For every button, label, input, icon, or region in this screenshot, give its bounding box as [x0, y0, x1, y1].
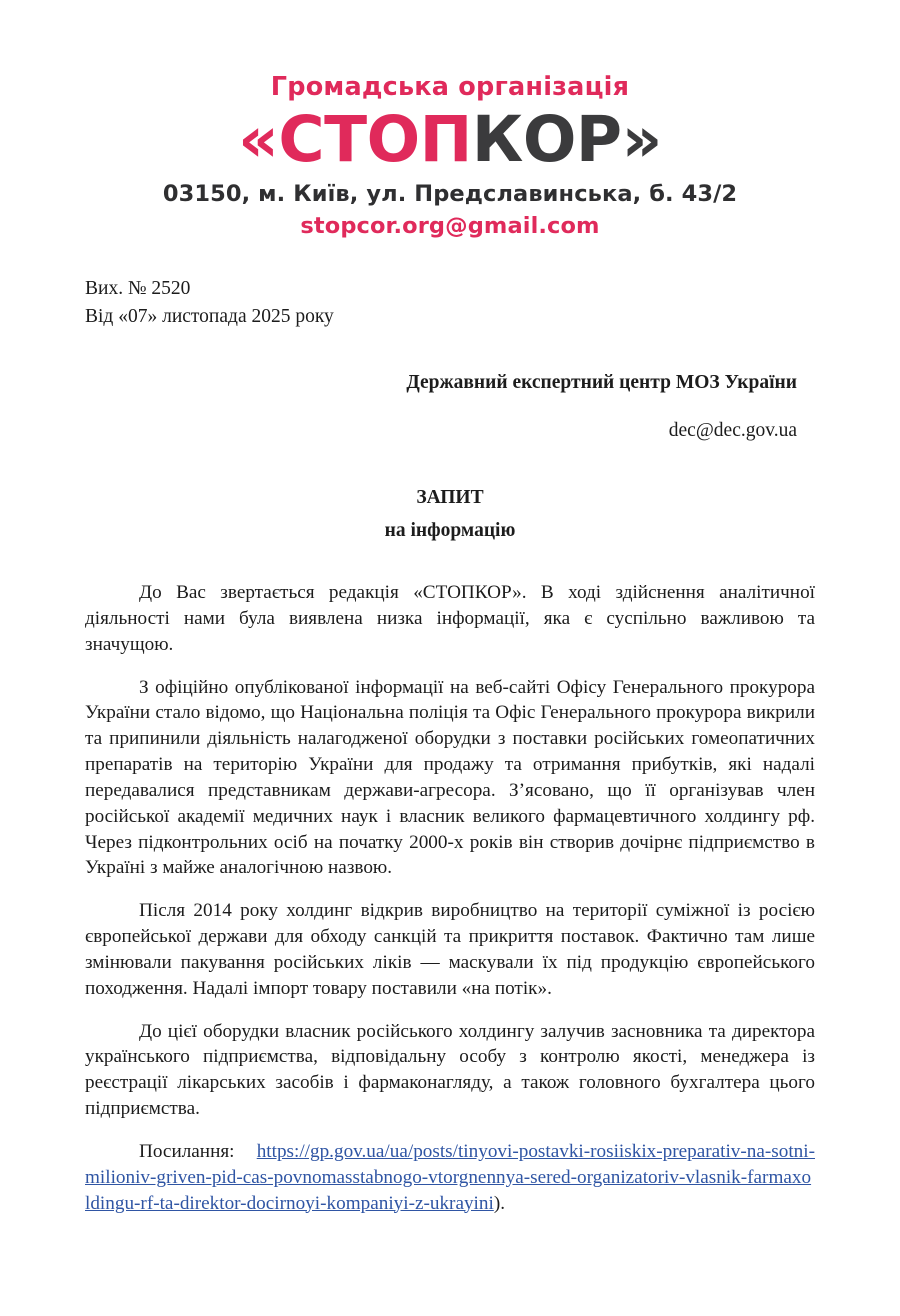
logo-text-kor: КОР: [471, 102, 622, 176]
body-paragraph-2: З офіційно опублікованої інформації на веб-сайті Офісу Генерального прокурора України стало відомо, що Національна поліція та Офіс Генерального прокурора викрили та припинили діяльність налагодженої оборудки з поставки російських гомеопатичних препаратів на територію України для продажу та отримання прибутків, які надалі передавалися представникам держави-агресора. З’ясовано, що її організував член російської академії медичних наук і власник великого фармацевтичного холдингу рф. Через підконтрольних осіб на початку 2000-х років він створив дочірнє підприємство в Україні з майже аналогічною назвою.: [85, 676, 815, 879]
page-subtitle: на інформацію: [384, 519, 516, 541]
logo-open-guillemet: «: [238, 102, 279, 176]
logo-text-stop: СТОП: [278, 102, 472, 176]
outgoing-number: Вих. № 2520: [85, 277, 191, 299]
link-label-gap: [235, 1141, 257, 1162]
reference-block: [85, 275, 815, 332]
link-label: Посилання:: [139, 1140, 235, 1162]
stopcor-logo: [85, 102, 815, 176]
document-body: [85, 580, 815, 1216]
source-link[interactable]: https://gp.gov.ua/ua/posts/tinyovi-postavki-rosiiskix-preparativ-na-sotni-milioniv-griven-pid-cas-povnomasstabnogo-vtorgnennya-sered-organizatoriv-vlasnik-farmaxoldingu-rf-ta-direktor-docirnoyi-kompaniyi-z-ukrayini: [85, 1140, 815, 1214]
logo-close-guillemet: »: [621, 102, 662, 176]
link-trailing-punctuation: ).: [493, 1192, 505, 1214]
page-title: ЗАПИТ: [416, 487, 484, 509]
document-title: [85, 488, 815, 540]
letterhead-email: stopcor.org@gmail.com: [300, 212, 600, 239]
body-paragraph-3: Після 2014 року холдинг відкрив виробництво на території суміжної із росією європейської держави для обходу санкцій та прикриття поставок. Фактично там лише змінювали пакування російських ліків — маскували їх під продукцію європейського походження. Надалі імпорт товару поставили «на потік».: [85, 900, 815, 999]
body-paragraph-4: До цієї оборудки власник російського холдингу залучив засновника та директора українського підприємства, відповідальну особу з контролю якості, менеджера із реєстрації лікарських засобів і фармаконагляду, а також головного бухгалтера цього підприємства.: [85, 1020, 815, 1120]
addressee-email: dec@dec.gov.ua: [668, 419, 797, 441]
body-paragraph-link: [85, 1139, 815, 1216]
addressee-name: Державний експертний центр МОЗ України: [406, 372, 797, 394]
organization-name: Громадська організація: [270, 72, 630, 102]
addressee-block: [85, 370, 815, 443]
body-paragraph-1: До Вас звертається редакція «СТОПКОР». В ході здійснення аналітичної діяльності нами була виявлена низка інформації, яка є суспільно важливою та значущою.: [85, 582, 815, 655]
letterhead-address: 03150, м. Київ, ул. Предславинська, б. 43/2: [162, 181, 738, 208]
document-date: Від «07» листопада 2025 року: [85, 305, 334, 327]
letterhead: [85, 0, 815, 239]
